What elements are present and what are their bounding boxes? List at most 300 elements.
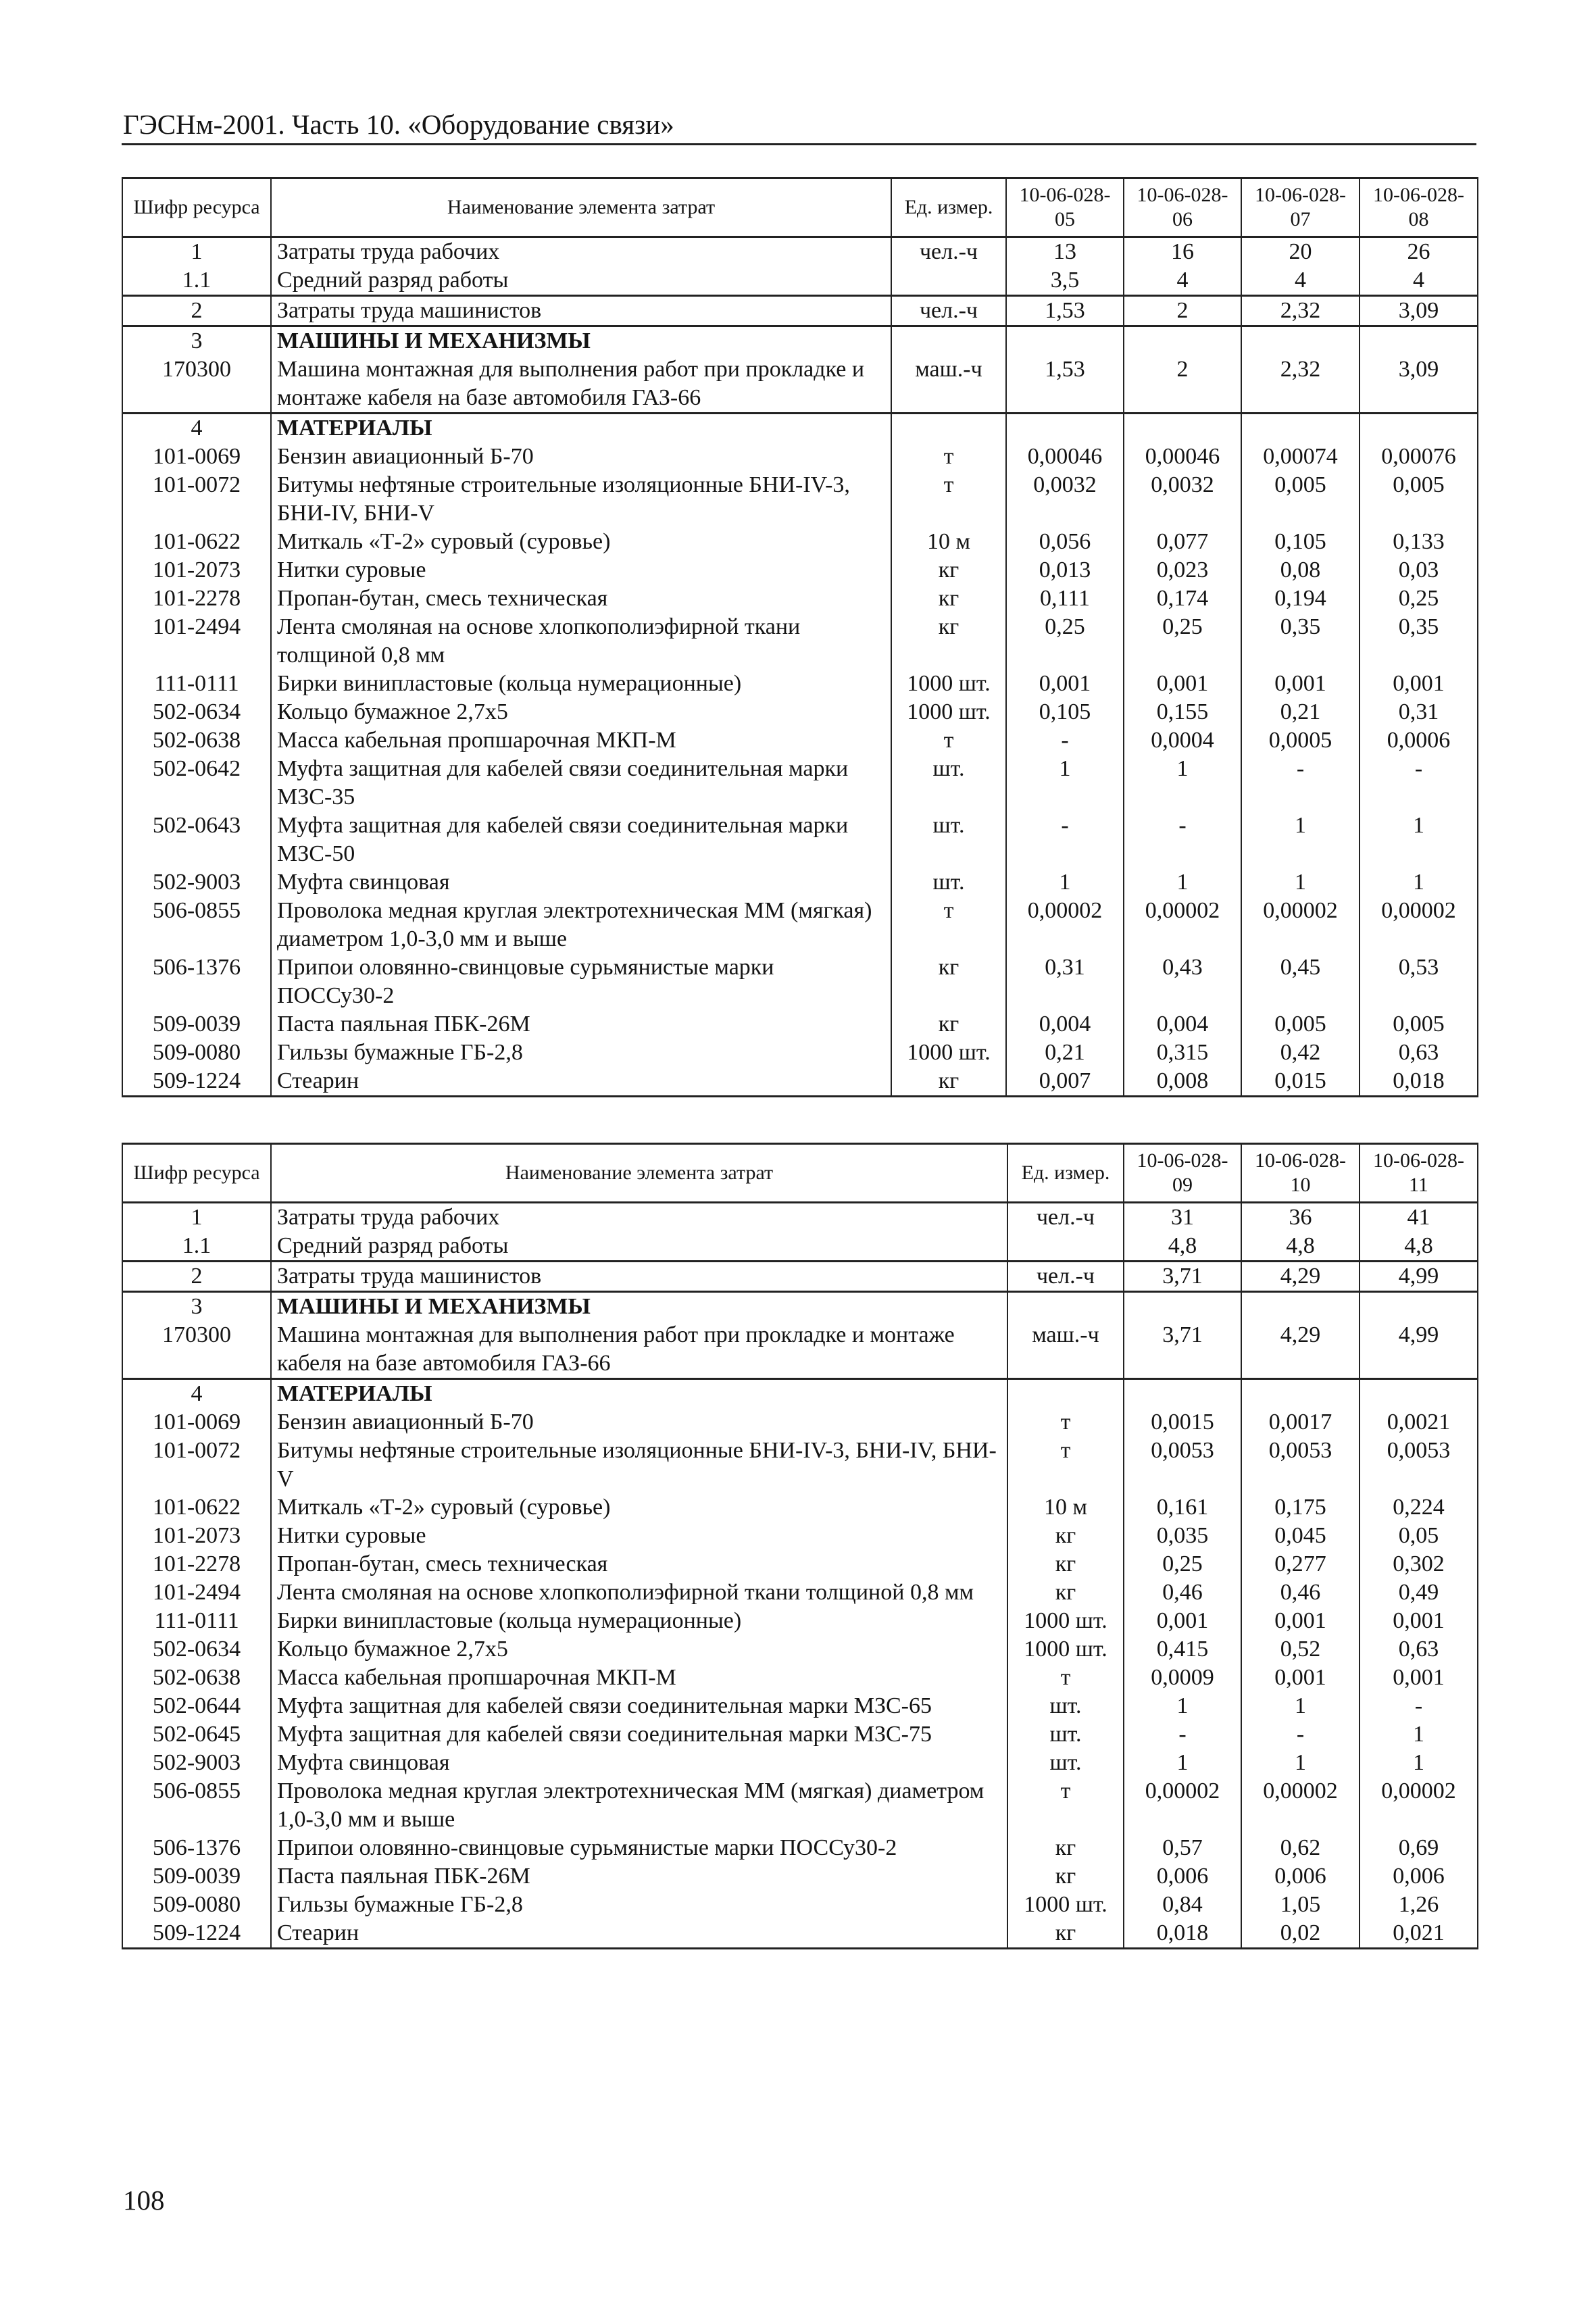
resource-code-cell: 101-0622 bbox=[122, 528, 271, 556]
resource-code-cell: 101-0072 bbox=[122, 471, 271, 528]
value-cell: 0,00074 bbox=[1241, 443, 1360, 471]
table-row bbox=[122, 471, 1478, 528]
resource-code-cell: 111-0111 bbox=[122, 1607, 271, 1635]
value-cell: 1 bbox=[1241, 812, 1360, 868]
unit-cell: 1000 шт. bbox=[891, 698, 1006, 726]
value-cell: - bbox=[1360, 755, 1478, 812]
resource-name-cell: Муфта свинцовая bbox=[271, 1749, 1007, 1777]
unit-cell: чел.-ч bbox=[1007, 1262, 1124, 1292]
table-row bbox=[122, 296, 1478, 326]
resource-name-cell: Припои оловянно-свинцовые сурьмянистые марки ПОССу30-2 bbox=[271, 953, 891, 1010]
value-cell: 0,08 bbox=[1241, 556, 1360, 584]
table-row bbox=[122, 1067, 1478, 1097]
value-cell: 0,21 bbox=[1006, 1039, 1124, 1067]
resource-name-cell: Проволока медная круглая электротехническая ММ (мягкая) диаметром 1,0-3,0 мм и выше bbox=[271, 897, 891, 953]
value-cell: 1,05 bbox=[1241, 1891, 1360, 1919]
value-cell: 36 bbox=[1241, 1203, 1360, 1233]
resource-code-cell: 502-0638 bbox=[122, 1664, 271, 1692]
value-cell: 0,46 bbox=[1124, 1578, 1241, 1607]
value-cell: - bbox=[1241, 755, 1360, 812]
table-row bbox=[122, 266, 1478, 296]
value-cell: 4,8 bbox=[1360, 1232, 1478, 1262]
value-cell: 0,008 bbox=[1124, 1067, 1241, 1097]
resource-name-cell: Масса кабельная пропшарочная МКП-М bbox=[271, 1664, 1007, 1692]
resource-name-cell: Паста паяльная ПБК-26М bbox=[271, 1010, 891, 1039]
unit-cell: шт. bbox=[1007, 1720, 1124, 1749]
value-cell: 0,194 bbox=[1241, 584, 1360, 613]
unit-cell: кг bbox=[891, 1067, 1006, 1097]
resource-name-cell: Бирки винипластовые (кольца нумерационные) bbox=[271, 670, 891, 698]
resource-code-cell: 506-1376 bbox=[122, 953, 271, 1010]
table-row bbox=[122, 670, 1478, 698]
unit-cell: 1000 шт. bbox=[1007, 1607, 1124, 1635]
value-cell: 2,32 bbox=[1241, 296, 1360, 326]
resource-code-cell: 502-9003 bbox=[122, 868, 271, 897]
value-cell: 0,00002 bbox=[1360, 1777, 1478, 1834]
value-cell: 0,001 bbox=[1006, 670, 1124, 698]
resource-name-cell: Пропан-бутан, смесь техническая bbox=[271, 584, 891, 613]
value-cell: 0,0004 bbox=[1124, 726, 1241, 755]
unit-cell: кг bbox=[891, 1010, 1006, 1039]
resource-name-cell: Муфта защитная для кабелей связи соединительная марки МЗС-65 bbox=[271, 1692, 1007, 1720]
resource-code-cell: 502-0645 bbox=[122, 1720, 271, 1749]
value-cell bbox=[1241, 1292, 1360, 1322]
resource-code-cell: 506-0855 bbox=[122, 1777, 271, 1834]
table-row bbox=[122, 1891, 1478, 1919]
unit-cell: кг bbox=[1007, 1522, 1124, 1550]
unit-cell: 1000 шт. bbox=[891, 670, 1006, 698]
unit-cell: кг bbox=[1007, 1862, 1124, 1891]
value-cell: - bbox=[1124, 1720, 1241, 1749]
resource-code-cell: 509-0080 bbox=[122, 1039, 271, 1067]
value-cell: 31 bbox=[1124, 1203, 1241, 1233]
resource-name-cell: Пропан-бутан, смесь техническая bbox=[271, 1550, 1007, 1578]
value-cell: 4,99 bbox=[1360, 1321, 1478, 1379]
unit-cell: т bbox=[1007, 1408, 1124, 1437]
resource-name-cell: Затраты труда рабочих bbox=[271, 237, 891, 267]
resource-name-cell: Муфта защитная для кабелей связи соединительная марки МЗС-35 bbox=[271, 755, 891, 812]
resource-table-2 bbox=[122, 1143, 1478, 1949]
resource-code-cell: 502-0634 bbox=[122, 1635, 271, 1664]
value-cell: 0,005 bbox=[1360, 471, 1478, 528]
unit-cell: т bbox=[1007, 1777, 1124, 1834]
resource-name-cell: Машина монтажная для выполнения работ при прокладке и монтаже кабеля на базе автомобиля ГАЗ-66 bbox=[271, 1321, 1007, 1379]
value-cell: 3,09 bbox=[1360, 296, 1478, 326]
value-cell: 1 bbox=[1241, 1692, 1360, 1720]
unit-cell: кг bbox=[1007, 1919, 1124, 1949]
value-cell: 0,31 bbox=[1006, 953, 1124, 1010]
resource-name-cell: МАШИНЫ И МЕХАНИЗМЫ bbox=[271, 326, 891, 356]
value-cell: 0,005 bbox=[1360, 1010, 1478, 1039]
value-cell: 1 bbox=[1124, 1692, 1241, 1720]
unit-cell: шт. bbox=[891, 755, 1006, 812]
value-cell: 0,004 bbox=[1124, 1010, 1241, 1039]
value-cell: 0,005 bbox=[1241, 1010, 1360, 1039]
table-row bbox=[122, 1550, 1478, 1578]
value-cell: 0,0032 bbox=[1124, 471, 1241, 528]
resource-name-cell: Бензин авиационный Б-70 bbox=[271, 443, 891, 471]
value-cell: 3,09 bbox=[1360, 355, 1478, 414]
value-cell: 1 bbox=[1360, 868, 1478, 897]
column-header-norm: 10-06-028-06 bbox=[1124, 178, 1241, 237]
value-cell: 20 bbox=[1241, 237, 1360, 267]
table-row bbox=[122, 868, 1478, 897]
resource-code-cell: 502-0638 bbox=[122, 726, 271, 755]
section-row bbox=[122, 1292, 1478, 1322]
value-cell: 0,015 bbox=[1241, 1067, 1360, 1097]
value-cell: 0,133 bbox=[1360, 528, 1478, 556]
value-cell: 4,99 bbox=[1360, 1262, 1478, 1292]
value-cell: 3,5 bbox=[1006, 266, 1124, 296]
value-cell: 1 bbox=[1124, 1749, 1241, 1777]
resource-code-cell: 101-0069 bbox=[122, 1408, 271, 1437]
resource-code-cell: 3 bbox=[122, 1292, 271, 1322]
unit-cell bbox=[1007, 1232, 1124, 1262]
table-row bbox=[122, 726, 1478, 755]
value-cell: 0,001 bbox=[1124, 1607, 1241, 1635]
unit-cell: 1000 шт. bbox=[1007, 1635, 1124, 1664]
value-cell bbox=[1124, 1292, 1241, 1322]
value-cell: 0,001 bbox=[1360, 1664, 1478, 1692]
value-cell: 1 bbox=[1360, 812, 1478, 868]
unit-cell: кг bbox=[1007, 1834, 1124, 1862]
resource-code-cell: 101-0622 bbox=[122, 1493, 271, 1522]
value-cell: 0,302 bbox=[1360, 1550, 1478, 1578]
value-cell: 0,111 bbox=[1006, 584, 1124, 613]
value-cell: 0,0017 bbox=[1241, 1408, 1360, 1437]
resource-name-cell: Бирки винипластовые (кольца нумерационные) bbox=[271, 1607, 1007, 1635]
table-row bbox=[122, 355, 1478, 414]
section-row bbox=[122, 326, 1478, 356]
column-header-norm: 10-06-028-10 bbox=[1241, 1144, 1360, 1203]
value-cell: 0,00046 bbox=[1124, 443, 1241, 471]
resource-code-cell: 1.1 bbox=[122, 266, 271, 296]
table-row bbox=[122, 1010, 1478, 1039]
value-cell: 0,001 bbox=[1241, 670, 1360, 698]
unit-cell: кг bbox=[891, 613, 1006, 670]
resource-code-cell: 1 bbox=[122, 1203, 271, 1233]
unit-cell bbox=[891, 414, 1006, 443]
resource-code-cell: 101-2278 bbox=[122, 1550, 271, 1578]
value-cell: 0,0015 bbox=[1124, 1408, 1241, 1437]
value-cell: 0,0032 bbox=[1006, 471, 1124, 528]
value-cell: 0,52 bbox=[1241, 1635, 1360, 1664]
resource-name-cell: Лента смоляная на основе хлопкополиэфирной ткани толщиной 0,8 мм bbox=[271, 613, 891, 670]
value-cell: 4 bbox=[1124, 266, 1241, 296]
resource-name-cell: МАТЕРИАЛЫ bbox=[271, 414, 891, 443]
column-header-norm: 10-06-028-09 bbox=[1124, 1144, 1241, 1203]
resource-code-cell: 1 bbox=[122, 237, 271, 267]
value-cell: 0,175 bbox=[1241, 1493, 1360, 1522]
unit-cell: т bbox=[891, 897, 1006, 953]
value-cell: 0,004 bbox=[1006, 1010, 1124, 1039]
value-cell: 0,62 bbox=[1241, 1834, 1360, 1862]
resource-name-cell: Затраты труда машинистов bbox=[271, 296, 891, 326]
table-row bbox=[122, 1749, 1478, 1777]
unit-cell: кг bbox=[891, 584, 1006, 613]
value-cell: 1 bbox=[1360, 1749, 1478, 1777]
unit-cell: маш.-ч bbox=[891, 355, 1006, 414]
resource-code-cell: 1.1 bbox=[122, 1232, 271, 1262]
table-row bbox=[122, 1777, 1478, 1834]
resource-code-cell: 101-0069 bbox=[122, 443, 271, 471]
value-cell: 0,63 bbox=[1360, 1039, 1478, 1067]
unit-cell: кг bbox=[891, 953, 1006, 1010]
value-cell: 0,023 bbox=[1124, 556, 1241, 584]
resource-name-cell: Битумы нефтяные строительные изоляционные БНИ-IV-3, БНИ-IV, БНИ-V bbox=[271, 1437, 1007, 1493]
resource-name-cell: Проволока медная круглая электротехническая ММ (мягкая) диаметром 1,0-3,0 мм и выше bbox=[271, 1777, 1007, 1834]
value-cell: 0,35 bbox=[1241, 613, 1360, 670]
value-cell: 0,001 bbox=[1241, 1607, 1360, 1635]
value-cell: 0,006 bbox=[1360, 1862, 1478, 1891]
value-cell: 2,32 bbox=[1241, 355, 1360, 414]
value-cell: 0,21 bbox=[1241, 698, 1360, 726]
unit-cell: кг bbox=[891, 556, 1006, 584]
value-cell: 41 bbox=[1360, 1203, 1478, 1233]
value-cell: 0,007 bbox=[1006, 1067, 1124, 1097]
value-cell: 1 bbox=[1241, 868, 1360, 897]
value-cell: 0,00002 bbox=[1360, 897, 1478, 953]
table-row bbox=[122, 1039, 1478, 1067]
table-header-row bbox=[122, 178, 1478, 237]
resource-name-cell: Нитки суровые bbox=[271, 556, 891, 584]
value-cell: 0,056 bbox=[1006, 528, 1124, 556]
value-cell: 1 bbox=[1006, 868, 1124, 897]
table-row bbox=[122, 584, 1478, 613]
resource-name-cell: Муфта защитная для кабелей связи соединительная марки МЗС-75 bbox=[271, 1720, 1007, 1749]
value-cell: 0,00002 bbox=[1241, 1777, 1360, 1834]
resource-code-cell: 502-0643 bbox=[122, 812, 271, 868]
column-header-code: Шифр ресурса bbox=[122, 1144, 271, 1203]
value-cell: 0,0053 bbox=[1241, 1437, 1360, 1493]
value-cell: 0,0009 bbox=[1124, 1664, 1241, 1692]
table-row bbox=[122, 1607, 1478, 1635]
resource-code-cell: 506-1376 bbox=[122, 1834, 271, 1862]
resource-name-cell: Битумы нефтяные строительные изоляционные БНИ-IV-3, БНИ-IV, БНИ-V bbox=[271, 471, 891, 528]
value-cell: 0,105 bbox=[1241, 528, 1360, 556]
value-cell bbox=[1006, 414, 1124, 443]
table-row bbox=[122, 953, 1478, 1010]
resource-code-cell: 2 bbox=[122, 1262, 271, 1292]
value-cell: 0,0021 bbox=[1360, 1408, 1478, 1437]
value-cell: - bbox=[1006, 812, 1124, 868]
value-cell: 0,001 bbox=[1124, 670, 1241, 698]
value-cell: 0,045 bbox=[1241, 1522, 1360, 1550]
value-cell: 0,49 bbox=[1360, 1578, 1478, 1607]
unit-cell: 10 м bbox=[1007, 1493, 1124, 1522]
unit-cell: 1000 шт. bbox=[891, 1039, 1006, 1067]
resource-name-cell: Бензин авиационный Б-70 bbox=[271, 1408, 1007, 1437]
resource-name-cell: Миткаль «Т-2» суровый (суровье) bbox=[271, 528, 891, 556]
value-cell: - bbox=[1241, 1720, 1360, 1749]
value-cell: 0,006 bbox=[1241, 1862, 1360, 1891]
value-cell: 0,174 bbox=[1124, 584, 1241, 613]
value-cell: 16 bbox=[1124, 237, 1241, 267]
resource-code-cell: 3 bbox=[122, 326, 271, 356]
unit-cell bbox=[891, 266, 1006, 296]
table-row bbox=[122, 1862, 1478, 1891]
value-cell: 2 bbox=[1124, 296, 1241, 326]
page-header: ГЭСНм-2001. Часть 10. «Оборудование связи» bbox=[123, 109, 674, 140]
column-header-code: Шифр ресурса bbox=[122, 178, 271, 237]
resource-code-cell: 111-0111 bbox=[122, 670, 271, 698]
value-cell: 0,077 bbox=[1124, 528, 1241, 556]
unit-cell: маш.-ч bbox=[1007, 1321, 1124, 1379]
table-row bbox=[122, 1720, 1478, 1749]
value-cell: 0,005 bbox=[1241, 471, 1360, 528]
table-header-row bbox=[122, 1144, 1478, 1203]
resource-name-cell: МАТЕРИАЛЫ bbox=[271, 1379, 1007, 1409]
value-cell: 0,00002 bbox=[1241, 897, 1360, 953]
value-cell: 0,0005 bbox=[1241, 726, 1360, 755]
table-row bbox=[122, 1522, 1478, 1550]
table-row bbox=[122, 755, 1478, 812]
value-cell: 1 bbox=[1124, 755, 1241, 812]
value-cell: 0,018 bbox=[1124, 1919, 1241, 1949]
resource-name-cell: Стеарин bbox=[271, 1919, 1007, 1949]
value-cell bbox=[1360, 1379, 1478, 1409]
value-cell bbox=[1124, 326, 1241, 356]
unit-cell: шт. bbox=[1007, 1692, 1124, 1720]
unit-cell: чел.-ч bbox=[891, 296, 1006, 326]
value-cell: 0,57 bbox=[1124, 1834, 1241, 1862]
column-header-name: Наименование элемента затрат bbox=[271, 1144, 1007, 1203]
value-cell bbox=[1006, 326, 1124, 356]
value-cell: 0,25 bbox=[1006, 613, 1124, 670]
value-cell: 0,021 bbox=[1360, 1919, 1478, 1949]
resource-name-cell: Затраты труда рабочих bbox=[271, 1203, 1007, 1233]
table-row bbox=[122, 443, 1478, 471]
value-cell: 4,8 bbox=[1124, 1232, 1241, 1262]
unit-cell: т bbox=[1007, 1664, 1124, 1692]
value-cell: 0,46 bbox=[1241, 1578, 1360, 1607]
value-cell: 1,53 bbox=[1006, 355, 1124, 414]
value-cell: 0,45 bbox=[1241, 953, 1360, 1010]
value-cell: 4,29 bbox=[1241, 1321, 1360, 1379]
unit-cell: 1000 шт. bbox=[1007, 1891, 1124, 1919]
resource-code-cell: 502-0644 bbox=[122, 1692, 271, 1720]
resource-code-cell: 101-2073 bbox=[122, 556, 271, 584]
resource-code-cell: 4 bbox=[122, 1379, 271, 1409]
column-header-unit: Ед. измер. bbox=[1007, 1144, 1124, 1203]
value-cell: 26 bbox=[1360, 237, 1478, 267]
column-header-norm: 10-06-028-11 bbox=[1360, 1144, 1478, 1203]
value-cell: 0,00002 bbox=[1124, 1777, 1241, 1834]
value-cell: 0,105 bbox=[1006, 698, 1124, 726]
value-cell: 0,0053 bbox=[1124, 1437, 1241, 1493]
resource-code-cell: 101-2073 bbox=[122, 1522, 271, 1550]
value-cell bbox=[1124, 1379, 1241, 1409]
value-cell: 0,00002 bbox=[1124, 897, 1241, 953]
column-header-norm: 10-06-028-08 bbox=[1360, 178, 1478, 237]
value-cell: 1 bbox=[1360, 1720, 1478, 1749]
value-cell bbox=[1360, 326, 1478, 356]
value-cell: 0,035 bbox=[1124, 1522, 1241, 1550]
unit-cell: шт. bbox=[891, 868, 1006, 897]
value-cell: 4 bbox=[1241, 266, 1360, 296]
resource-code-cell: 509-1224 bbox=[122, 1067, 271, 1097]
value-cell bbox=[1241, 326, 1360, 356]
value-cell: 0,006 bbox=[1124, 1862, 1241, 1891]
value-cell: 0,001 bbox=[1360, 670, 1478, 698]
value-cell: 1,53 bbox=[1006, 296, 1124, 326]
table-row bbox=[122, 698, 1478, 726]
resource-code-cell: 509-0080 bbox=[122, 1891, 271, 1919]
unit-cell: кг bbox=[1007, 1578, 1124, 1607]
table-row bbox=[122, 1262, 1478, 1292]
unit-cell bbox=[1007, 1379, 1124, 1409]
resource-code-cell: 509-0039 bbox=[122, 1862, 271, 1891]
value-cell bbox=[1241, 1379, 1360, 1409]
resource-name-cell: МАШИНЫ И МЕХАНИЗМЫ bbox=[271, 1292, 1007, 1322]
resource-name-cell: Муфта защитная для кабелей связи соединительная марки МЗС-50 bbox=[271, 812, 891, 868]
value-cell: 0,277 bbox=[1241, 1550, 1360, 1578]
value-cell: - bbox=[1006, 726, 1124, 755]
resource-name-cell: Гильзы бумажные ГБ-2,8 bbox=[271, 1039, 891, 1067]
resource-name-cell: Кольцо бумажное 2,7х5 bbox=[271, 1635, 1007, 1664]
resource-name-cell: Затраты труда машинистов bbox=[271, 1262, 1007, 1292]
unit-cell: т bbox=[891, 443, 1006, 471]
value-cell: 13 bbox=[1006, 237, 1124, 267]
resource-name-cell: Миткаль «Т-2» суровый (суровье) bbox=[271, 1493, 1007, 1522]
table-row bbox=[122, 613, 1478, 670]
unit-cell: 10 м bbox=[891, 528, 1006, 556]
value-cell: 0,018 bbox=[1360, 1067, 1478, 1097]
value-cell: 0,315 bbox=[1124, 1039, 1241, 1067]
resource-name-cell: Средний разряд работы bbox=[271, 266, 891, 296]
value-cell: - bbox=[1124, 812, 1241, 868]
table-row bbox=[122, 1232, 1478, 1262]
value-cell: 0,001 bbox=[1241, 1664, 1360, 1692]
table-row bbox=[122, 1493, 1478, 1522]
value-cell: 0,42 bbox=[1241, 1039, 1360, 1067]
resource-code-cell: 502-0634 bbox=[122, 698, 271, 726]
value-cell bbox=[1360, 414, 1478, 443]
value-cell: 0,161 bbox=[1124, 1493, 1241, 1522]
resource-code-cell: 101-0072 bbox=[122, 1437, 271, 1493]
value-cell: 1 bbox=[1124, 868, 1241, 897]
table-row bbox=[122, 1578, 1478, 1607]
resource-name-cell: Паста паяльная ПБК-26М bbox=[271, 1862, 1007, 1891]
value-cell: 0,25 bbox=[1124, 613, 1241, 670]
table-row bbox=[122, 1635, 1478, 1664]
value-cell: 4 bbox=[1360, 266, 1478, 296]
resource-table-1 bbox=[122, 177, 1478, 1097]
table-row bbox=[122, 528, 1478, 556]
table-row bbox=[122, 1834, 1478, 1862]
resource-name-cell: Муфта свинцовая bbox=[271, 868, 891, 897]
column-header-norm: 10-06-028-07 bbox=[1241, 178, 1360, 237]
section-row bbox=[122, 414, 1478, 443]
table-row bbox=[122, 812, 1478, 868]
resource-code-cell: 170300 bbox=[122, 355, 271, 414]
table-row bbox=[122, 1692, 1478, 1720]
value-cell: 2 bbox=[1124, 355, 1241, 414]
value-cell: 0,415 bbox=[1124, 1635, 1241, 1664]
value-cell: 0,69 bbox=[1360, 1834, 1478, 1862]
unit-cell: шт. bbox=[891, 812, 1006, 868]
resource-code-cell: 509-0039 bbox=[122, 1010, 271, 1039]
unit-cell: т bbox=[891, 726, 1006, 755]
unit-cell bbox=[1007, 1292, 1124, 1322]
table-row bbox=[122, 1408, 1478, 1437]
value-cell: 1,26 bbox=[1360, 1891, 1478, 1919]
unit-cell: т bbox=[1007, 1437, 1124, 1493]
resource-name-cell: Гильзы бумажные ГБ-2,8 bbox=[271, 1891, 1007, 1919]
section-row bbox=[122, 1379, 1478, 1409]
unit-cell bbox=[891, 326, 1006, 356]
unit-cell: кг bbox=[1007, 1550, 1124, 1578]
